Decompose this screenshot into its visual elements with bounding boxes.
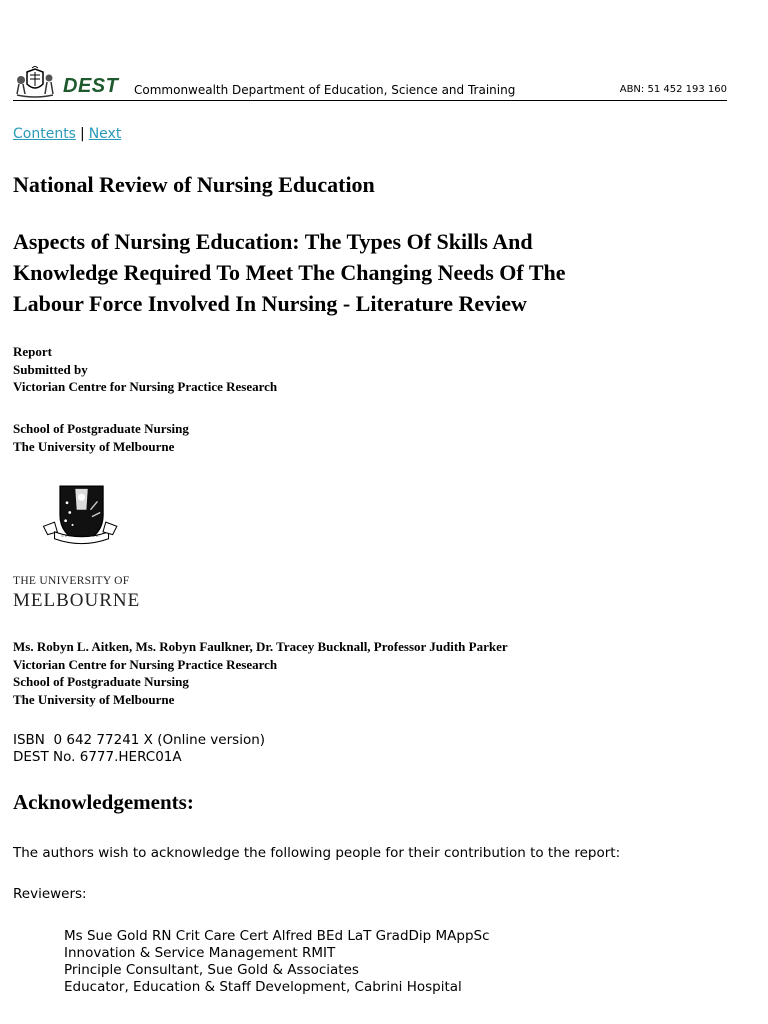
subtitle-line: Knowledge Required To Meet The Changing Needs Of The	[13, 260, 566, 285]
site-header	[13, 66, 727, 101]
university-name-line2: MELBOURNE	[13, 590, 141, 611]
authors-line: The University of Melbourne	[13, 691, 175, 707]
subtitle-line: Aspects of Nursing Education: The Types Of Skills And	[13, 229, 533, 254]
page-navigation	[13, 126, 121, 142]
reviewer-line: Innovation & Service Management RMIT	[64, 945, 336, 961]
department-name: Commonwealth Department of Education, Science and Training	[134, 83, 516, 97]
school-line: The University of Melbourne	[13, 438, 175, 454]
authors-block	[13, 638, 508, 708]
dest-number-line: DEST No. 6777.HERC01A	[13, 749, 182, 765]
reviewers-label: Reviewers:	[13, 886, 87, 902]
isbn-line: ISBN 0 642 77241 X (Online version)	[13, 732, 266, 748]
contents-link[interactable]: Contents	[13, 126, 76, 142]
subtitle-line: Labour Force Involved In Nursing - Literature Review	[13, 291, 527, 316]
authors-line: School of Postgraduate Nursing	[13, 674, 189, 689]
authors-line: Victorian Centre for Nursing Practice Research	[13, 656, 278, 672]
acknowledgements-heading: Acknowledgements:	[13, 790, 194, 814]
report-line: Submitted by	[13, 361, 88, 377]
reviewer-line: Educator, Education & Staff Development, Cabrini Hospital	[64, 979, 462, 995]
reviewer-line: Principle Consultant, Sue Gold & Associates	[64, 962, 359, 978]
commonwealth-crest-icon	[15, 66, 55, 98]
report-line: Victorian Centre for Nursing Practice Research	[13, 379, 278, 394]
university-name-line1: THE UNIVERSITY OF	[13, 575, 130, 587]
school-block	[13, 420, 189, 455]
next-link[interactable]: Next	[88, 126, 122, 142]
nav-separator: |	[79, 126, 85, 142]
dest-logo-text: DEST	[63, 75, 119, 97]
report-line: Report	[13, 344, 52, 359]
page-title: National Review of Nursing Education	[13, 172, 375, 197]
school-line: School of Postgraduate Nursing	[13, 421, 189, 436]
acknowledgements-intro: The authors wish to acknowledge the following people for their contribution to the report:	[13, 845, 621, 861]
report-subtitle	[13, 226, 753, 319]
reviewer-line: Ms Sue Gold RN Crit Care Cert Alfred BEd LaT GradDip MAppSc	[64, 928, 490, 944]
abn-number: ABN: 51 452 193 160	[619, 84, 727, 95]
university-crest-icon	[13, 482, 148, 572]
reviewer-entry	[64, 928, 490, 996]
authors-line: Ms. Robyn L. Aitken, Ms. Robyn Faulkner, Dr. Tracey Bucknall, Professor Judith Parker	[13, 639, 508, 654]
isbn-block	[13, 732, 265, 766]
report-block	[13, 343, 277, 396]
